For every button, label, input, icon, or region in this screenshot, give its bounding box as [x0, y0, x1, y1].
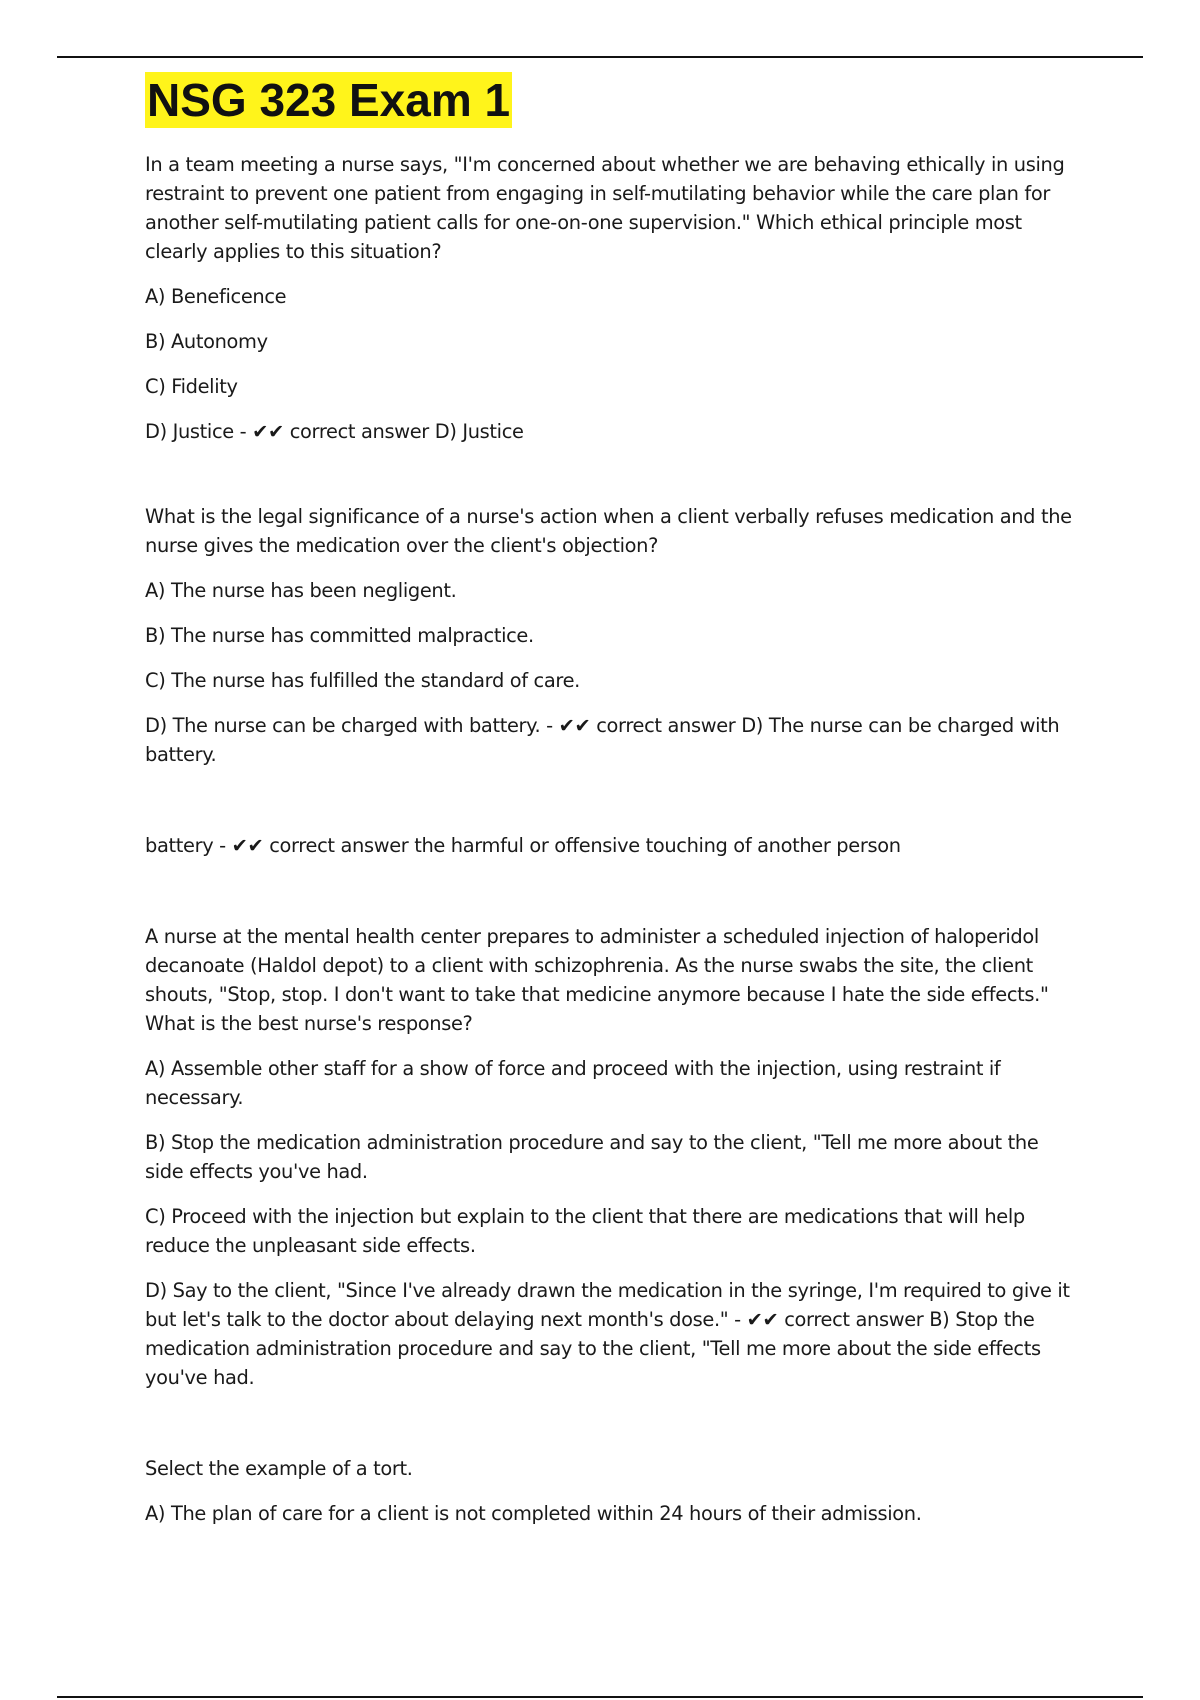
- question-2-option-d-answer: D) The nurse can be charged with battery. - ✔✔ correct answer D) The nurse can be charged with battery.: [145, 714, 1060, 766]
- question-2-stem: What is the legal significance of a nurse's action when a client verbally refuses medication and the nurse gives the medication over the client's objection?: [145, 505, 1072, 557]
- spacer: [145, 785, 1075, 831]
- question-3-stem: A nurse at the mental health center prepares to administer a scheduled injection of haloperidol decanoate (Haldol depot) to a client with schizophrenia. As the nurse swabs the site, the client shouts, "Stop, stop. I don't want to take that medicine anymore because I hate the side effects." What is the best nurse's response?: [145, 925, 1049, 1035]
- definition-battery: [145, 831, 1075, 860]
- question-1: [145, 150, 1075, 446]
- question-1-option-a: A) Beneficence: [145, 285, 287, 308]
- document-title: NSG 323 Exam 1: [147, 74, 511, 126]
- spacer: [145, 876, 1075, 922]
- question-4: [145, 1454, 1075, 1528]
- spacer: [145, 1408, 1075, 1454]
- question-3-option-d-answer: D) Say to the client, "Since I've already drawn the medication in the syringe, I'm required to give it but let's talk to the doctor about delaying next month's dose." - ✔✔ correct answer B) Stop the medication administration procedure and say to the client, "Tell me more about the side effects you've had.: [145, 1279, 1070, 1389]
- bottom-rule: [57, 1696, 1143, 1698]
- question-2-option-b: B) The nurse has committed malpractice.: [145, 624, 534, 647]
- question-3: [145, 922, 1075, 1392]
- question-1-option-d-answer: D) Justice - ✔✔ correct answer D) Justice: [145, 420, 524, 443]
- definition-text: battery - ✔✔ correct answer the harmful or offensive touching of another person: [145, 834, 901, 857]
- question-4-option-a: A) The plan of care for a client is not completed within 24 hours of their admission.: [145, 1502, 922, 1525]
- question-2-option-c: C) The nurse has fulfilled the standard of care.: [145, 669, 580, 692]
- question-3-option-b: B) Stop the medication administration procedure and say to the client, "Tell me more about the side effects you've had.: [145, 1131, 1039, 1183]
- question-1-option-c: C) Fidelity: [145, 375, 238, 398]
- question-3-option-c: C) Proceed with the injection but explain to the client that there are medications that will help reduce the unpleasant side effects.: [145, 1205, 1025, 1257]
- question-1-stem: In a team meeting a nurse says, "I'm concerned about whether we are behaving ethically in using restraint to prevent one patient from engaging in self-mutilating behavior while the care plan for another self-mutilating patient calls for one-on-one supervision." Which ethical principle most clearly applies to this situation?: [145, 153, 1065, 263]
- question-4-stem: Select the example of a tort.: [145, 1457, 413, 1480]
- question-2-option-a: A) The nurse has been negligent.: [145, 579, 457, 602]
- top-rule: [57, 56, 1143, 58]
- document-body: [145, 72, 1075, 1544]
- question-2: [145, 502, 1075, 769]
- question-1-option-b: B) Autonomy: [145, 330, 268, 353]
- question-3-option-a: A) Assemble other staff for a show of force and proceed with the injection, using restraint if necessary.: [145, 1057, 1001, 1109]
- spacer: [145, 462, 1075, 502]
